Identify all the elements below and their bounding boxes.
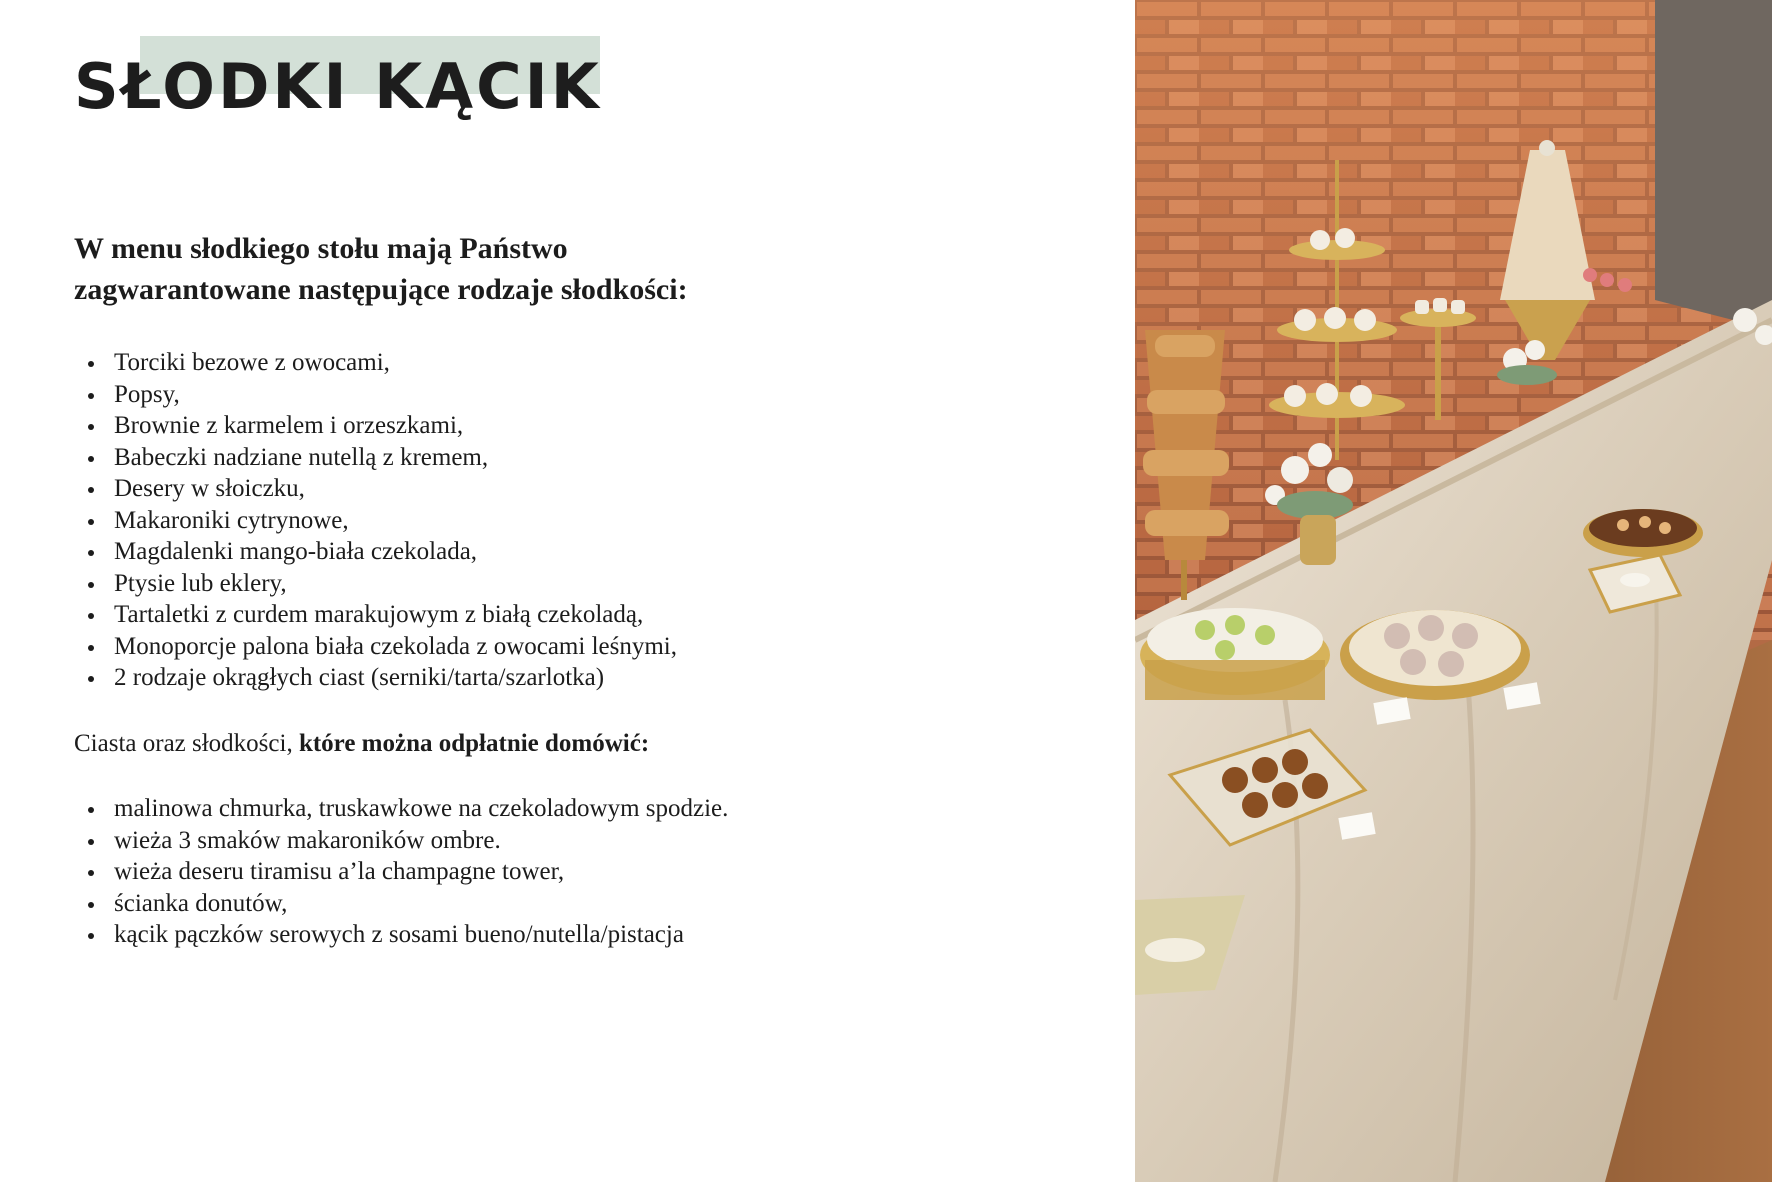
extra-lead: Ciasta oraz słodkości,: [74, 730, 299, 757]
list-item: Brownie z karmelem i orzeszkami,: [74, 410, 677, 442]
list-item: Magdalenki mango-biała czekolada,: [74, 536, 677, 568]
list-item: ścianka donutów,: [74, 888, 728, 920]
list-item: Popsy,: [74, 379, 677, 411]
dessert-table-photo: [1135, 0, 1772, 1182]
extra-bold: które można odpłatnie domówić:: [298, 730, 650, 757]
list-item: malinowa chmurka, truskawkowe na czekoladowym spodzie.: [74, 793, 728, 825]
page-title: SŁODKI KĄCIK: [74, 50, 602, 123]
paid-extras-list: [74, 793, 728, 951]
extra-heading: [74, 728, 649, 759]
list-item: Babeczki nadziane nutellą z kremem,: [74, 442, 677, 474]
list-item: Makaroniki cytrynowe,: [74, 505, 677, 537]
list-item: Ptysie lub eklery,: [74, 568, 677, 600]
intro-line-1: W menu słodkiego stołu mają Państwo: [74, 232, 568, 265]
list-item: Torciki bezowe z owocami,: [74, 347, 677, 379]
list-item: Tartaletki z curdem marakujowym z białą czekoladą,: [74, 599, 677, 631]
title-block: [74, 36, 614, 126]
included-desserts-list: [74, 347, 677, 694]
list-item: 2 rodzaje okrągłych ciast (serniki/tarta/szarlotka): [74, 662, 677, 694]
list-item: wieża 3 smaków makaroników ombre.: [74, 825, 728, 857]
list-item: wieża deseru tiramisu a’la champagne tower,: [74, 856, 728, 888]
list-item: Monoporcje palona biała czekolada z owocami leśnymi,: [74, 631, 677, 663]
list-item: Desery w słoiczku,: [74, 473, 677, 505]
list-item: kącik pączków serowych z sosami bueno/nutella/pistacja: [74, 919, 728, 951]
intro-line-2: zagwarantowane następujące rodzaje słodkości:: [74, 273, 688, 306]
intro-text: [74, 228, 974, 310]
